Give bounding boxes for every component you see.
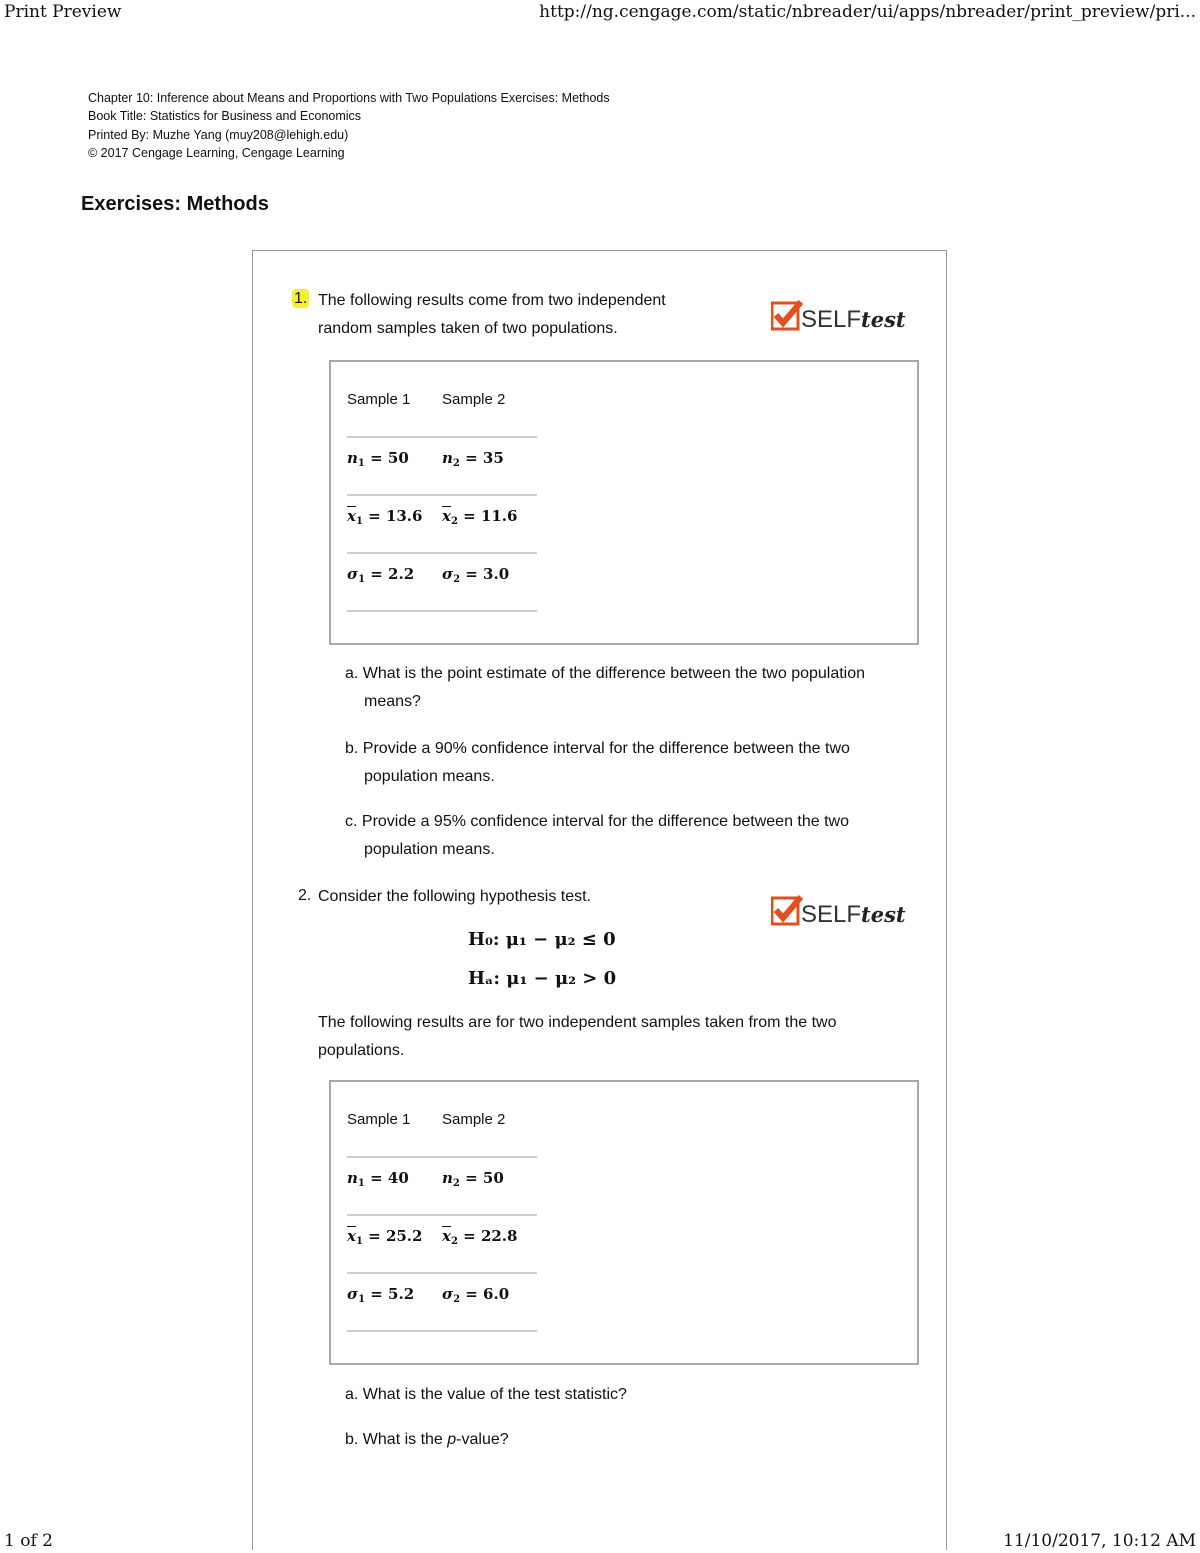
q1-x2: $\overline{x}_2 = 11.6$ [442, 507, 518, 527]
q1-n1: $n_1 = 50$ [347, 449, 409, 469]
q1-part-b-line1: b. Provide a 90% confidence interval for the difference between the two [345, 740, 850, 757]
question-2-followup-line1: The following results are for two independent samples taken from the two [318, 1014, 837, 1031]
q1-x2-value: 11.6 [480, 507, 518, 525]
q2-part-b-suffix: -value? [456, 1431, 509, 1448]
question-2-number: 2. [298, 887, 312, 904]
q1-part-b [345, 735, 850, 791]
question-2-followup-line2: populations. [318, 1042, 405, 1059]
q1-part-a-line1: a. What is the point estimate of the difference between the two population [345, 665, 866, 682]
q2-sigma2-value: 6.0 [483, 1285, 510, 1303]
q1-rule-3 [347, 552, 537, 554]
q1-part-a-line2: means? [364, 693, 421, 710]
q2-sigma1-value: 5.2 [388, 1285, 415, 1303]
print-header-title: Print Preview [4, 2, 122, 22]
book-title-line: Book Title: Statistics for Business and Economics [88, 109, 362, 124]
q1-col-sample1: Sample 1 [347, 391, 411, 408]
question-1-text [318, 287, 666, 343]
q2-data-table [329, 1080, 919, 1365]
selftest-self-label: SELF [801, 901, 862, 928]
q1-sigma1: $\sigma_1 = 2.2$ [347, 565, 415, 585]
q1-part-c-line1: c. Provide a 95% confidence interval for the difference between the two [345, 813, 850, 830]
q1-n1-value: 50 [387, 449, 409, 467]
q1-rule-1 [347, 436, 537, 438]
question-2-text: Consider the following hypothesis test. [318, 888, 592, 905]
q2-part-b-p: p [447, 1431, 457, 1448]
question-1-text-line1: The following results come from two independent [318, 292, 666, 309]
q2-sigma1: $\sigma_1 = 5.2$ [347, 1285, 415, 1305]
q1-n2: $n_2 = 35$ [442, 449, 504, 469]
alternative-hypothesis: Hₐ: μ₁ − μ₂ > 0 [468, 968, 617, 989]
selftest-badge-2 [771, 895, 906, 927]
print-header-url: http://ng.cengage.com/static/nbreader/ui/apps/nbreader/print_preview/pri... [539, 2, 1196, 22]
selftest-self-label: SELF [801, 306, 862, 333]
question-1-number-highlight: 1. [294, 290, 308, 307]
q2-n2: $n_2 = 50$ [442, 1169, 504, 1189]
q2-x1-value: 25.2 [385, 1227, 423, 1245]
q1-part-c-line2: population means. [364, 841, 495, 858]
q2-col-sample1: Sample 1 [347, 1111, 411, 1128]
question-1-text-line2: random samples taken of two populations. [318, 320, 618, 337]
question-2-followup [318, 1009, 837, 1065]
q2-rule-3 [347, 1272, 537, 1274]
q1-col-sample2: Sample 2 [442, 391, 506, 408]
q1-rule-4 [347, 610, 537, 612]
q2-sigma2: $\sigma_2 = 6.0$ [442, 1285, 510, 1305]
q2-x1: $\overline{x}_1 = 25.2$ [347, 1227, 423, 1247]
q2-n1: $n_1 = 40$ [347, 1169, 409, 1189]
q1-n2-value: 35 [482, 449, 504, 467]
checkmark-icon [771, 300, 803, 332]
q2-rule-4 [347, 1330, 537, 1332]
q2-col-sample2: Sample 2 [442, 1111, 506, 1128]
q2-part-b-prefix: b. What is the [345, 1431, 448, 1448]
q2-rule-1 [347, 1156, 537, 1158]
q2-part-a: a. What is the value of the test statistic? [345, 1386, 627, 1403]
page-title: Exercises: Methods [81, 193, 269, 215]
q2-x2: $\overline{x}_2 = 22.8$ [442, 1227, 518, 1247]
q1-data-table [329, 360, 919, 645]
selftest-badge-1 [771, 300, 906, 332]
selftest-test-label: test [861, 307, 906, 332]
q1-rule-2 [347, 494, 537, 496]
null-hypothesis: H₀: μ₁ − μ₂ ≤ 0 [468, 929, 616, 950]
q1-sigma1-value: 2.2 [388, 565, 415, 583]
document-metadata [88, 89, 610, 162]
printed-by-line: Printed By: Muzhe Yang (muy208@lehigh.edu) [88, 127, 349, 142]
question-1-number [292, 290, 309, 308]
q1-sigma2: $\sigma_2 = 3.0$ [442, 565, 510, 585]
q2-x2-value: 22.8 [480, 1227, 518, 1245]
q1-part-c [345, 808, 849, 864]
q1-part-a [345, 660, 865, 716]
chapter-line: Chapter 10: Inference about Means and Proportions with Two Populations Exercises: Methods [88, 91, 610, 105]
page-counter: 1 of 2 [4, 1531, 53, 1551]
q1-x1-value: 13.6 [385, 507, 423, 525]
q2-n1-value: 40 [387, 1169, 409, 1187]
copyright-line: © 2017 Cengage Learning, Cengage Learning [88, 145, 345, 160]
q2-part-b [345, 1426, 509, 1454]
selftest-test-label: test [861, 902, 906, 927]
q2-rule-2 [347, 1214, 537, 1216]
q1-part-b-line2: population means. [364, 768, 495, 785]
checkmark-icon [771, 895, 803, 927]
q1-sigma2-value: 3.0 [483, 565, 510, 583]
q2-n2-value: 50 [482, 1169, 504, 1187]
print-timestamp: 11/10/2017, 10:12 AM [1003, 1531, 1196, 1551]
q1-x1: $\overline{x}_1 = 13.6$ [347, 507, 423, 527]
